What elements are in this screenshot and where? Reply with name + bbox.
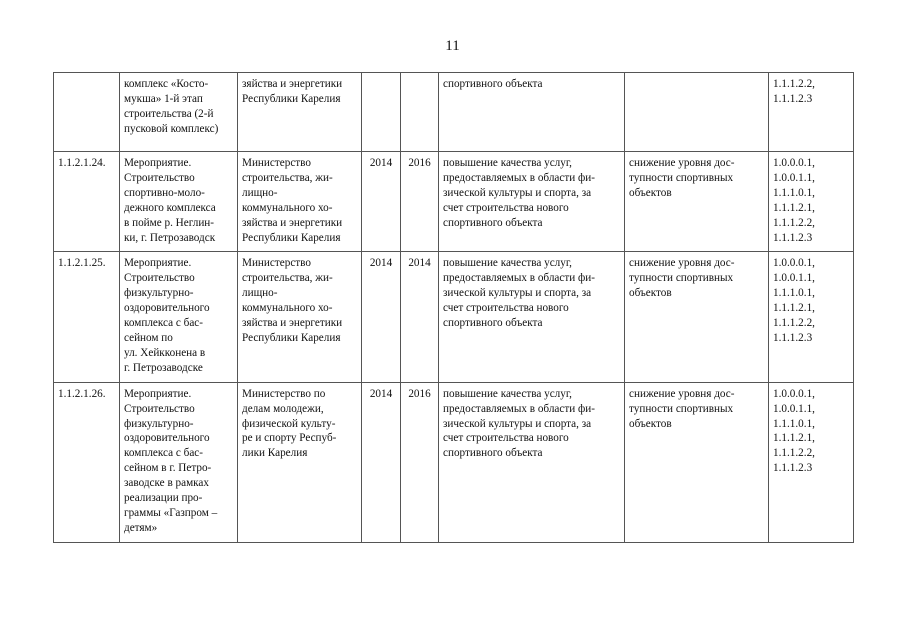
measure-name-line: Мероприятие. [124, 157, 192, 169]
indicator-line: 1.0.0.0.1, [773, 157, 815, 169]
year-end-cell: 2016 [401, 382, 439, 542]
consequences-line: снижение уровня дос- [629, 157, 735, 169]
indicator-line: 1.1.1.2.3 [773, 92, 813, 105]
indicator-line: 1.0.0.0.1, [773, 257, 815, 270]
indicator-line: 1.0.0.0.1, [773, 387, 815, 400]
indicator-line: 1.1.1.2.3 [773, 331, 813, 344]
measure-name-line: Строительство [124, 402, 195, 415]
measure-name-line: комплекс «Косто- [124, 78, 209, 90]
indicator-line: 1.1.1.2.2, [773, 317, 815, 330]
measure-name-line: физкультурно- [124, 417, 194, 430]
expected-result-line: счет строительства нового [443, 201, 569, 214]
measure-name-line: в пойме р. Неглин- [124, 216, 215, 229]
expected-result-line: зической культуры и спорта, за [443, 287, 592, 300]
measure-name-line: комплекса с бас- [124, 317, 203, 330]
measure-name-line: комплекса с бас- [124, 447, 203, 460]
table-row [54, 382, 854, 542]
year-end-cell [401, 73, 439, 152]
year-start-cell [362, 73, 401, 152]
measure-name-line: заводске в рамках [124, 477, 209, 490]
consequences-cell [625, 252, 769, 382]
measure-name-line: детям» [124, 521, 158, 534]
measure-name-line: сейном по [124, 331, 173, 344]
executor-line: ре и спорту Респуб- [242, 432, 337, 445]
executor-line: лищно- [242, 186, 278, 199]
measure-name-cell [120, 73, 238, 152]
indicator-line: 1.0.0.1.1, [773, 402, 815, 415]
expected-result-line: спортивного объекта [443, 317, 543, 330]
expected-result-line: предоставляемых в области фи- [443, 171, 595, 184]
table-body [54, 73, 854, 543]
measure-name-line: строительства (2-й [124, 107, 214, 120]
expected-result-cell [439, 73, 625, 152]
expected-result-line: повышение качества услуг, [443, 257, 572, 270]
indicator-line: 1.1.1.0.1, [773, 417, 815, 430]
measure-code-cell: 1.1.2.1.26. [54, 382, 120, 542]
measure-name-cell [120, 152, 238, 252]
indicator-line: 1.1.1.2.1, [773, 432, 815, 445]
measure-name-line: оздоровительного [124, 302, 210, 315]
indicator-line: 1.1.1.2.1, [773, 302, 815, 315]
expected-result-cell [439, 382, 625, 542]
indicator-line: 1.0.0.1.1, [773, 272, 815, 285]
expected-result-line: повышение качества услуг, [443, 387, 572, 400]
table-row [54, 252, 854, 382]
indicator-line: 1.1.1.2.3 [773, 231, 813, 244]
executor-line: Республики Карелия [242, 92, 341, 105]
year-start-cell: 2014 [362, 252, 401, 382]
expected-result-line: счет строительства нового [443, 302, 569, 315]
indicator-line: 1.1.1.0.1, [773, 186, 815, 199]
consequences-line: объектов [629, 287, 672, 300]
executor-line: физической культу- [242, 417, 336, 430]
expected-result-line: повышение качества услуг, [443, 157, 572, 169]
measure-name-line: реализации про- [124, 492, 203, 505]
executor-line: строительства, жи- [242, 171, 333, 184]
expected-result-line: зической культуры и спорта, за [443, 186, 592, 199]
measure-code-cell [54, 73, 120, 152]
measures-table [53, 72, 854, 543]
expected-result-line: счет строительства нового [443, 432, 569, 445]
executor-cell [238, 382, 362, 542]
executor-line: лики Карелия [242, 447, 308, 460]
consequences-cell [625, 152, 769, 252]
table-row [54, 152, 854, 252]
executor-cell [238, 252, 362, 382]
consequences-line: тупности спортивных [629, 171, 734, 184]
year-end-cell: 2016 [401, 152, 439, 252]
executor-cell [238, 73, 362, 152]
expected-result-line: предоставляемых в области фи- [443, 402, 595, 415]
measure-name-line: Строительство [124, 272, 195, 285]
consequences-cell [625, 382, 769, 542]
year-start-cell: 2014 [362, 382, 401, 542]
measure-name-line: мукша» 1-й этап [124, 92, 203, 105]
table-row [54, 73, 854, 152]
indicator-line: 1.1.1.0.1, [773, 287, 815, 300]
measure-name-line: Мероприятие. [124, 257, 192, 270]
measure-name-line: оздоровительного [124, 432, 210, 445]
indicators-cell [769, 152, 854, 252]
consequences-line: объектов [629, 417, 672, 430]
executor-line: Министерство по [242, 387, 326, 400]
executor-line: Республики Карелия [242, 231, 341, 244]
measure-name-line: граммы «Газпром – [124, 506, 218, 519]
measure-name-line: Мероприятие. [124, 387, 192, 400]
measure-name-line: спортивно-моло- [124, 186, 205, 199]
expected-result-line: предоставляемых в области фи- [443, 272, 595, 285]
expected-result-line: спортивного объекта [443, 216, 543, 229]
executor-cell [238, 152, 362, 252]
expected-result-line: спортивного объекта [443, 447, 543, 460]
indicator-line: 1.1.1.2.2, [773, 78, 815, 90]
consequences-line: тупности спортивных [629, 272, 734, 285]
consequences-cell [625, 73, 769, 152]
measure-code-cell: 1.1.2.1.24. [54, 152, 120, 252]
measure-name-line: ки, г. Петрозаводск [124, 231, 216, 244]
year-end-cell: 2014 [401, 252, 439, 382]
expected-result-line: спортивного объекта [443, 78, 543, 90]
measure-name-line: сейном в г. Петро- [124, 462, 212, 475]
consequences-line: объектов [629, 186, 672, 199]
measure-name-line: ул. Хейкконена в [124, 346, 206, 359]
measure-name-line: пусковой комплекс) [124, 122, 219, 135]
executor-line: зяйства и энергетики [242, 78, 343, 90]
indicators-cell [769, 252, 854, 382]
executor-line: коммунального хо- [242, 302, 333, 315]
measure-name-line: дежного комплекса [124, 201, 216, 214]
indicator-line: 1.1.1.2.2, [773, 447, 815, 460]
expected-result-cell [439, 252, 625, 382]
executor-line: делам молодежи, [242, 402, 324, 415]
indicators-cell [769, 73, 854, 152]
executor-line: коммунального хо- [242, 201, 333, 214]
indicators-cell [769, 382, 854, 542]
executor-line: строительства, жи- [242, 272, 333, 285]
consequences-line: тупности спортивных [629, 402, 734, 415]
executor-line: Министерство [242, 157, 311, 169]
page-number: 11 [445, 38, 460, 54]
measure-name-cell [120, 382, 238, 542]
indicator-line: 1.0.0.1.1, [773, 171, 815, 184]
expected-result-line: зической культуры и спорта, за [443, 417, 592, 430]
executor-line: Республики Карелия [242, 331, 341, 344]
executor-line: лищно- [242, 287, 278, 300]
executor-line: зяйства и энергетики [242, 317, 343, 330]
measure-name-line: Строительство [124, 171, 195, 184]
expected-result-cell [439, 152, 625, 252]
indicator-line: 1.1.1.2.1, [773, 201, 815, 214]
executor-line: зяйства и энергетики [242, 216, 343, 229]
measure-code-cell: 1.1.2.1.25. [54, 252, 120, 382]
measure-name-line: физкультурно- [124, 287, 194, 300]
measure-name-line: г. Петрозаводске [124, 361, 203, 374]
year-start-cell: 2014 [362, 152, 401, 252]
consequences-line: снижение уровня дос- [629, 257, 735, 270]
consequences-line: снижение уровня дос- [629, 387, 735, 400]
measure-name-cell [120, 252, 238, 382]
indicator-line: 1.1.1.2.2, [773, 216, 815, 229]
indicator-line: 1.1.1.2.3 [773, 462, 813, 475]
executor-line: Министерство [242, 257, 311, 270]
